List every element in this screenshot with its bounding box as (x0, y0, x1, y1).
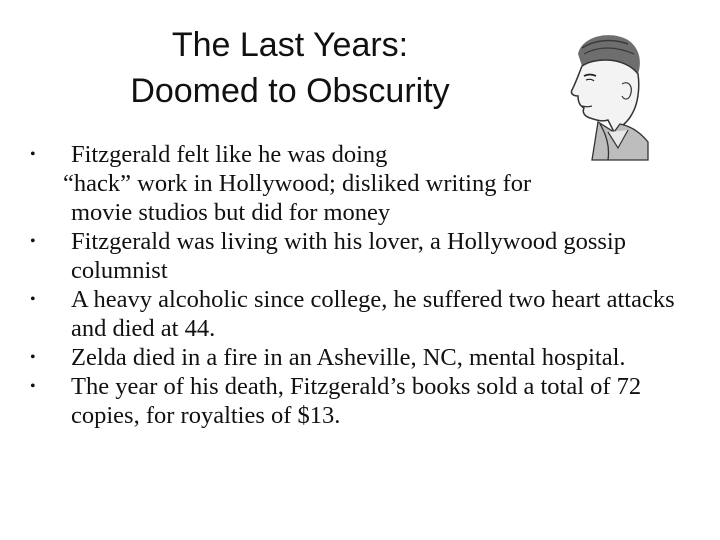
bullet-4-text: Zelda died in a fire in an Asheville, NC, mental hospital. (71, 344, 626, 371)
bullet-item-4 (30, 343, 690, 372)
bullet-item-3 (30, 285, 690, 343)
bullet-list (30, 140, 690, 430)
bullet-marker: • (30, 378, 36, 395)
slide-title (60, 22, 520, 114)
bullet-3-text: A heavy alcoholic since college, he suffered two heart attacks and died at 44. (71, 286, 675, 342)
bullet-5-text: The year of his death, Fitzgerald’s books sold a total of 72 copies, for royalties of $13. (71, 373, 642, 429)
title-line-1: The Last Years: (171, 26, 409, 64)
bullet-1-line-3: movie studios but did for money (71, 199, 391, 226)
bullet-1-line-1: Fitzgerald felt like he was doing (71, 141, 388, 168)
bullet-marker: • (30, 233, 36, 250)
title-line-2: Doomed to Obscurity (130, 72, 450, 110)
bullet-marker: • (30, 291, 36, 308)
bullet-item-1 (30, 140, 690, 227)
bullet-1-line-2: “hack” work in Hollywood; disliked writing for (63, 170, 532, 197)
bullet-2-text: Fitzgerald was living with his lover, a Hollywood gossip columnist (71, 228, 626, 284)
bullet-marker: • (30, 146, 36, 163)
bullet-item-5 (30, 372, 690, 430)
bullet-marker: • (30, 349, 36, 366)
bullet-item-2 (30, 227, 690, 285)
